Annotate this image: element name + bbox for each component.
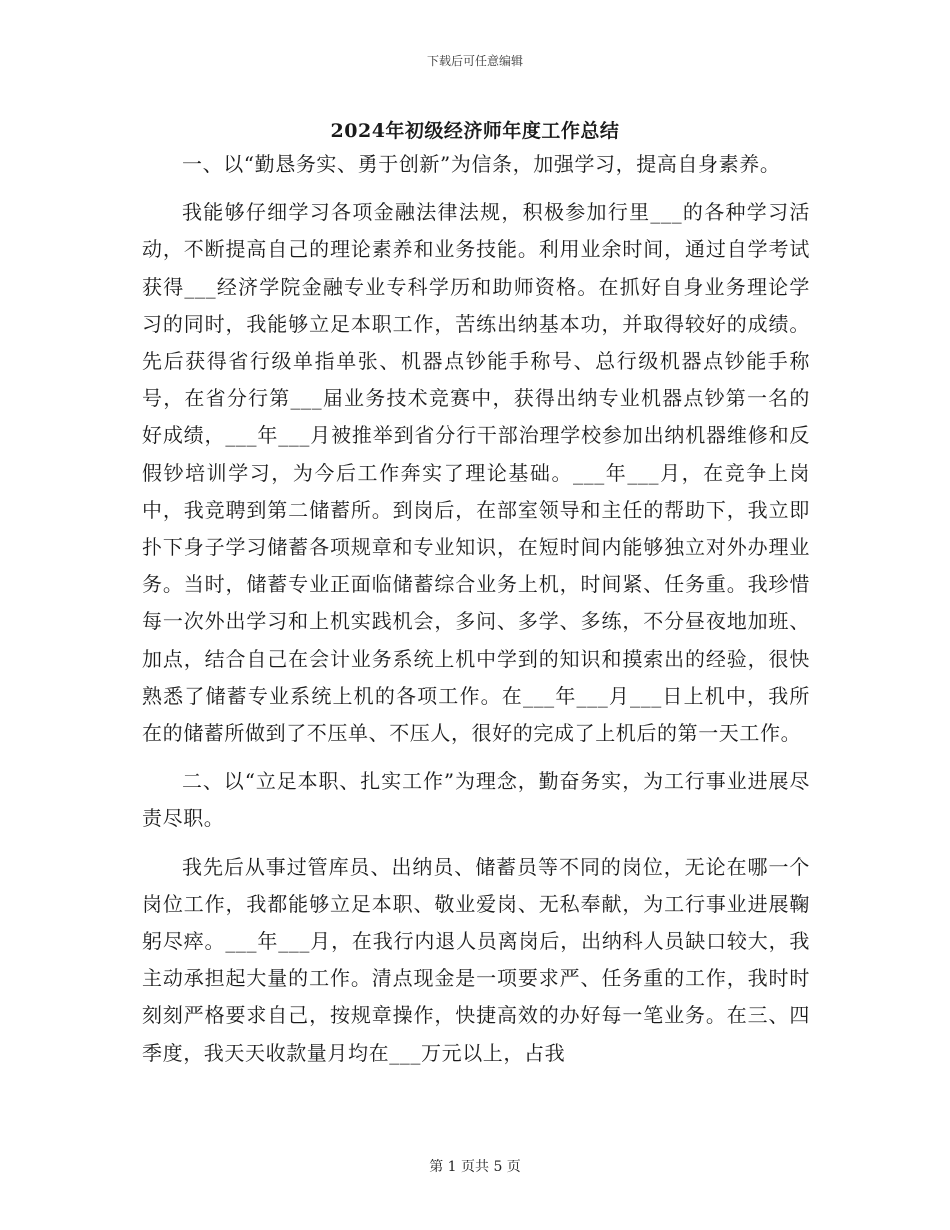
page-footer: 第 1 页共 5 页 xyxy=(429,1159,521,1175)
paragraph-section-2-body: 我先后从事过管库员、出纳员、储蓄员等不同的岗位，无论在哪一个岗位工作，我都能够立足本职、敬业爱岗、无私奉献，为工行事业进展鞠躬尽瘁。___年___月，在我行内退人员离岗后，出纳科人员缺口较大，我主动承担起大量的工作。清点现金是一项要求严、任务重的工作，我时时刻刻严格要求自己，按规章操作，快捷高效的办好每一笔业务。在三、四季度，我天天收款量月均在___万元以上，占我 xyxy=(142,854,810,1065)
document-title: 2024年初级经济师年度工作总结 xyxy=(330,120,620,142)
header-note: 下载后可任意编辑 xyxy=(426,54,523,68)
document-body xyxy=(142,146,810,1072)
paragraph-section-1-body: 我能够仔细学习各项金融法律法规，积极参加行里___的各种学习活动，不断提高自己的理论素养和业务技能。利用业余时间，通过自学考试获得___经济学院金融专业专科学历和助师资格。在抓好自身业务理论学习的同时，我能够立足本职工作，苦练出纳基本功，并取得较好的成绩。先后获得省行级单指单张、机器点钞能手称号、总行级机器点钞能手称号，在省分行第___届业务技术竞赛中，获得出纳专业机器点钞第一名的好成绩，___年___月被推举到省分行干部治理学校参加出纳机器维修和反假钞培训学习，为今后工作奔实了理论基础。___年___月，在竞争上岗中，我竞聘到第二储蓄所。到岗后，在部室领导和主任的帮助下，我立即扑下身子学习储蓄各项规章和专业知识，在短时间内能够独立对外办理业务。当时，储蓄专业正面临储蓄综合业务上机，时间紧、任务重。我珍惜每一次外出学习和上机实践机会，多问、多学、多练，不分昼夜地加班、加点，结合自己在会计业务系统上机中学到的知识和摸索出的经验，很快熟悉了储蓄专业系统上机的各项工作。在___年___月___日上机中，我所在的储蓄所做到了不压单、不压人，很好的完成了上机后的第一天工作。 xyxy=(142,200,810,746)
paragraph-section-2-heading: 二、以“立足本职、扎实工作”为理念，勤奋务实，为工行事业进展尽责尽职。 xyxy=(142,769,810,831)
paragraph-section-1-heading: 一、以“勤恳务实、勇于创新”为信条，加强学习，提高自身素养。 xyxy=(182,152,781,176)
